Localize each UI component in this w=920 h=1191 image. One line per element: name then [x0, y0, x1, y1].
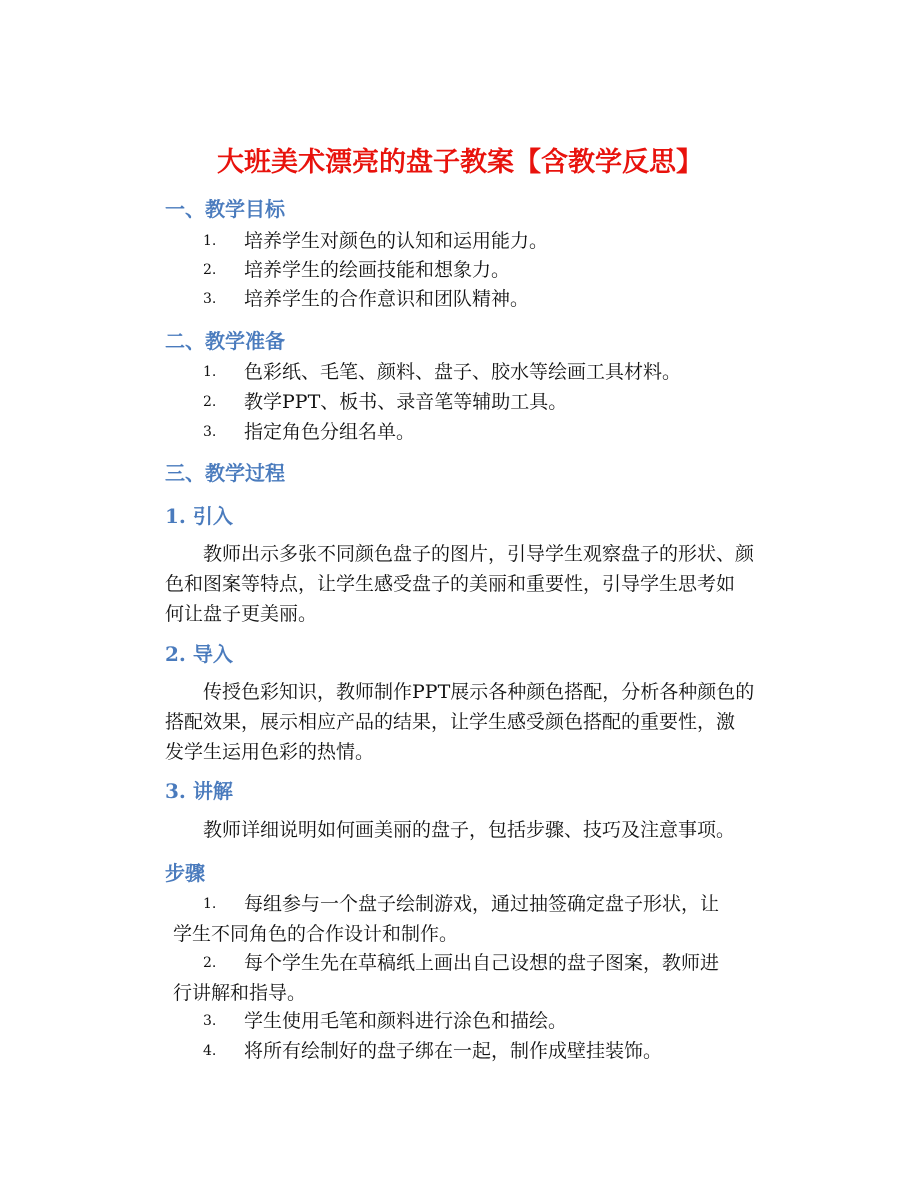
paragraph-intro: [165, 539, 775, 629]
list-number: 2.: [203, 394, 217, 410]
list-text: 教学PPT、板书、录音笔等辅助工具。: [244, 391, 568, 413]
paragraph-line: 何让盘子更美丽。: [165, 603, 318, 625]
list-text: 指定角色分组名单。: [244, 421, 416, 443]
step-text: 每个学生先在草稿纸上画出自己设想的盘子图案，教师进: [244, 952, 720, 974]
step-item: [0, 889, 920, 949]
step-number: 1.: [203, 896, 217, 912]
heading-teaching-process: 三、教学过程: [165, 461, 285, 485]
list-item: [0, 417, 920, 447]
subheading-explain: 3. 讲解: [165, 779, 233, 803]
list-text: 色彩纸、毛笔、颜料、盘子、胶水等绘画工具材料。: [244, 361, 682, 383]
paragraph-explain: [165, 815, 775, 845]
list-text: 培养学生的合作意识和团队精神。: [244, 288, 530, 310]
step-item: [0, 1006, 920, 1036]
list-number: 1.: [203, 364, 217, 380]
list-number: 1.: [203, 233, 217, 249]
paragraph-line: 发学生运用色彩的热情。: [165, 741, 375, 763]
list-number: 3.: [203, 291, 217, 307]
subheading-intro: 1. 引入: [165, 504, 233, 528]
list-item: [0, 387, 920, 417]
step-text-continued: 行讲解和指导。: [173, 982, 307, 1004]
list-item: [0, 357, 920, 387]
list-item: [0, 255, 920, 285]
paragraph-lead: [165, 677, 775, 767]
list-item: [0, 226, 920, 256]
list-text: 培养学生对颜色的认知和运用能力。: [244, 230, 549, 252]
paragraph-line: 教师出示多张不同颜色盘子的图片，引导学生观察盘子的形状、颜: [165, 543, 755, 565]
step-item: [0, 1036, 920, 1066]
subheading-steps: 步骤: [165, 861, 205, 885]
subheading-lead: 2. 导入: [165, 642, 233, 666]
step-number: 4.: [203, 1043, 217, 1059]
heading-teaching-goals: 一、教学目标: [165, 197, 285, 221]
step-text: 学生使用毛笔和颜料进行涂色和描绘。: [244, 1010, 568, 1032]
step-number: 2.: [203, 955, 217, 971]
list-number: 3.: [203, 424, 217, 440]
paragraph-line: 传授色彩知识，教师制作PPT展示各种颜色搭配，分析各种颜色的: [165, 681, 755, 703]
list-number: 2.: [203, 262, 217, 278]
paragraph-line: 色和图案等特点，让学生感受盘子的美丽和重要性，引导学生思考如: [165, 573, 736, 595]
step-text-continued: 学生不同角色的合作设计和制作。: [173, 923, 459, 945]
heading-teaching-prep: 二、教学准备: [165, 329, 285, 353]
step-number: 3.: [203, 1013, 217, 1029]
document-title: 大班美术漂亮的盘子教案【含教学反思】: [217, 147, 703, 178]
step-item: [0, 948, 920, 1008]
step-text: 将所有绘制好的盘子绑在一起，制作成壁挂装饰。: [244, 1040, 663, 1062]
list-text: 培养学生的绘画技能和想象力。: [244, 259, 511, 281]
step-text: 每组参与一个盘子绘制游戏，通过抽签确定盘子形状，让: [244, 893, 720, 915]
list-item: [0, 284, 920, 314]
paragraph-line: 搭配效果，展示相应产品的结果，让学生感受颜色搭配的重要性，激: [165, 711, 736, 733]
paragraph-line: 教师详细说明如何画美丽的盘子，包括步骤、技巧及注意事项。: [165, 819, 736, 841]
